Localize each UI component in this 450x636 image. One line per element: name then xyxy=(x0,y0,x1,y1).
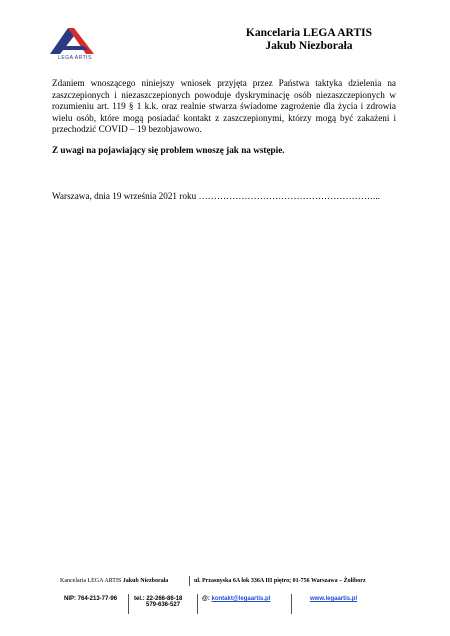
closing-request: Z uwagi na pojawiający się problem wnoszę jak na wstępie. xyxy=(52,145,285,155)
footer-firm-name: Jakub Niezborała xyxy=(122,578,169,584)
place-date-line: Warszawa, dnia 19 września 2021 roku …………………………………………………... xyxy=(52,191,380,201)
footer-phone-1: tel.: 22-266-86-18 xyxy=(134,596,183,602)
footer-email xyxy=(202,596,270,602)
firm-name: Kancelaria LEGA ARTIS xyxy=(245,27,372,39)
footer-address: ul. Przasnyska 6A lok 336A III piętro; 01-756 Warszawa – Żoliborz xyxy=(194,578,366,584)
lega-artis-logo xyxy=(44,24,100,68)
footer-divider xyxy=(197,594,198,614)
footer-phone-2: 579-636-527 xyxy=(146,602,181,608)
footer-firm xyxy=(60,578,168,584)
website-link[interactable]: www.legaartis.pl xyxy=(310,596,358,602)
logo-mark-icon xyxy=(44,24,100,58)
footer-divider xyxy=(189,576,190,586)
body-paragraph: Zdaniem wnoszącego niniejszy wniosek przyjęta przez Państwa taktyka dzielenia na zaszczepionych i niezaszczepionych powoduje dyskryminację osób niezaszczepionych w rozumieniu art. 119 § 1 k.k. oraz realnie stwarza świadome zagrożenie dla życia i zdrowia wielu osób, które mogą posiadać kontakt z zaszczepionymi, którzy mogą być zakażeni i przechodzić COVID – 19 bezobjawowo. xyxy=(52,78,396,135)
email-icon: @: xyxy=(202,596,212,602)
footer-nip: NIP: 764-213-77-96 xyxy=(64,596,118,602)
lawyer-name: Jakub Niezborała xyxy=(265,40,353,52)
footer-phone xyxy=(134,596,182,608)
footer-divider xyxy=(128,594,129,614)
letterhead xyxy=(246,27,372,53)
footer-divider xyxy=(291,594,292,614)
footer-firm-prefix: Kancelaria LEGA ARTIS xyxy=(60,578,123,584)
email-link[interactable]: kontakt@legaartis.pl xyxy=(211,596,271,602)
logo-text: LEGA ARTIS xyxy=(58,55,92,61)
